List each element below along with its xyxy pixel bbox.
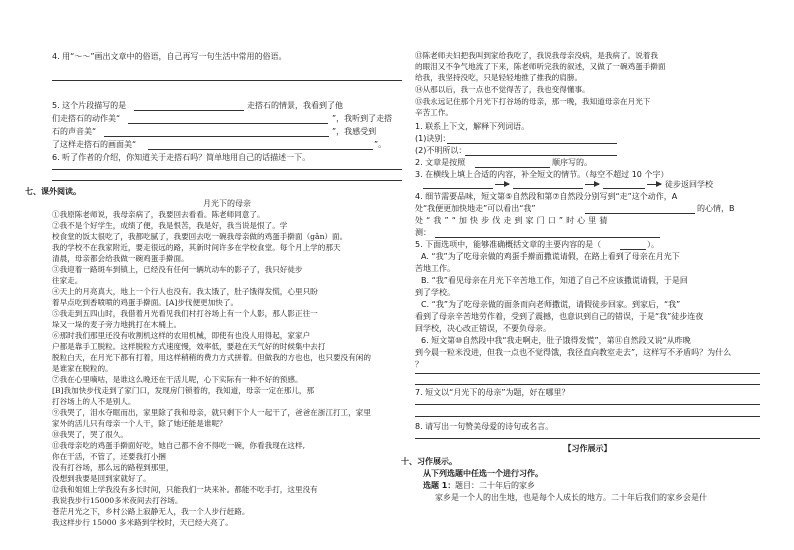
- question-5-cont: 了这样走搭石的画面美“: [52, 140, 137, 149]
- question-4: 处“我”“加快步伐走到家门口”时心里猜: [415, 216, 611, 225]
- topic-1-text: 家乡是一个人的出生地，也是每个人成长的地方。二十年后我们的家乡会是什: [435, 493, 707, 502]
- question-5: ）。: [647, 240, 659, 249]
- question-2: 2. 文章是按照: [415, 158, 466, 167]
- question-3: 3. 在横线上填上合适的内容，补全短文的情节。（每空不超过 10 个字）: [415, 170, 669, 179]
- option-b[interactable]: B. “我”看见母亲在月光下辛苦地工作，知道了自己不应该撒谎请假，于是回: [421, 276, 688, 285]
- question-4: 处“我便更加快地走”可以看出“我”: [415, 204, 536, 213]
- answer-line: [415, 438, 760, 439]
- question-5-cont: ”，我听到了走搭: [332, 114, 393, 123]
- answer-blank[interactable]: [148, 149, 373, 150]
- question-5: 5. 这个片段描写的是: [52, 101, 127, 110]
- paragraph-4: 着早点吃到香喷喷的鸡蛋手擀面。[A]步伐便更加快了。: [52, 298, 239, 307]
- paragraph-14: ⑬陈老师夫妇把我叫到家给我吃了，我说我母亲没病，是我病了。说着我: [415, 51, 658, 60]
- option-a[interactable]: A. “我”为了吃母亲做的鸡蛋手擀面撒谎请假，在路上看到了母亲在月光下: [421, 252, 680, 261]
- paragraph-6: 户都是靠手工脱粒。这样脱粒方式速度慢，效率低，要趁在天气好的时候集中去打: [52, 342, 326, 351]
- answer-blank[interactable]: [447, 143, 617, 144]
- option-a[interactable]: 苦地工作。: [415, 264, 455, 273]
- question-6: ？: [415, 360, 423, 369]
- paragraph-2: 我的学校不在我家附近，要走很远的路，其新时间许多在学校食堂。每个月上学的那天: [52, 243, 341, 252]
- paragraph-13: 苍茫月光之下，乡村公路上寂静无人，我一个人步行赶路。: [52, 507, 250, 516]
- paragraph-13: 我这样步行 15000 多米路到学校时，天已经大亮了。: [52, 518, 233, 527]
- paragraph-9: ⑨我哭了，泪水夺眶而出，家里除了我和母亲，就只剩下个人一起干了，爸爸在浙江打工，家里: [52, 408, 371, 417]
- writing-showcase-title: 【习作展示】: [563, 444, 612, 453]
- answer-line: [52, 180, 402, 181]
- question-4: 4. 细节需要品味，短文第⑤自然段和第⑦自然段分别写到“走”这个动作，A: [415, 192, 678, 201]
- answer-blank[interactable]: [513, 188, 583, 189]
- paragraph-2: 清晨，母亲都会给我做一碗鸡蛋手擀面。: [52, 254, 189, 263]
- arrow-icon: [495, 184, 509, 185]
- passage-title: 月光下的母亲: [203, 199, 251, 208]
- paragraph-2: ②我不是个好学生，成绩了便，我是恨苦，我是好，我当说是恨了。学: [52, 221, 288, 230]
- answer-blank[interactable]: [423, 188, 493, 189]
- option-b[interactable]: 到了学校。: [415, 288, 455, 297]
- question-8: 8. 请写出一句赞美母爱的诗句或名言。: [415, 422, 554, 431]
- answer-line: [415, 404, 760, 405]
- paragraph-3: ③我迎着一路斑车到镇上，已经没有任何一辆坑动车的影子了，我只好徒步: [52, 265, 303, 274]
- question-4: 的心情，B: [697, 204, 735, 213]
- section-7-heading: 七、课外阅读。: [25, 187, 81, 196]
- question-7: 7. 短文以“月光下的母亲”为题，好在哪里？: [415, 388, 570, 397]
- answer-line: [415, 373, 760, 374]
- answer-line: [415, 384, 760, 385]
- paragraph-2: 校食堂的饭太很吃了，我都吃腻了，我要回去吃一碗我母亲做的鸡蛋手擀面（gǎn）面。: [52, 232, 348, 241]
- paragraph-1: ①我原陈老师说，我母亲病了，我要回去看看。陈老师同意了。: [52, 210, 265, 219]
- answer-blank[interactable]: [603, 188, 645, 189]
- arrow-icon: [647, 184, 661, 185]
- question-1-item: (2)不明所以：: [415, 146, 467, 155]
- paragraph-4: ④天上的月亮真大，地上一个行人也没有。我太饿了，肚子饿得发慌，心里只盼: [52, 287, 318, 296]
- answer-line: [52, 169, 402, 170]
- paragraph-6: ⑥那时我们那里还没有收割机这样的农用机械，即使有也没人用得起，家家户: [52, 331, 311, 340]
- paragraph-11: ⑪我母亲吃的鸡蛋手擀面好吃，她自己都不舍不得吃一碗，你看我现在这样,: [52, 441, 306, 450]
- question-5-cont: 们走搭石的动作美“: [52, 114, 121, 123]
- paragraph-6: 是谁家在脱粒的。: [52, 364, 113, 373]
- answer-blank[interactable]: [475, 167, 550, 168]
- question-5-cont: 走搭石的情景，我看到了他: [247, 101, 343, 110]
- arrow-icon: [585, 184, 599, 185]
- paragraph-12: ⑫我和姐姐上学我没有多长时间，只能我们一块来补。都能不吃手打，这里没有: [52, 485, 318, 494]
- plot-end-label: 徒步返回学校: [665, 180, 713, 189]
- paragraph-5: ⑤我走到五四山时，我借着月光看见我们村打谷场上有一个人影，那人影正往一: [52, 309, 318, 318]
- question-6: 6. 听了作者的介绍，你知道关于走搭石吗？简单地用自己的话描述一下。: [52, 153, 311, 162]
- paragraph-9: 家外的活儿只有母亲一个人干，除了她还能是谁呢？: [52, 419, 227, 428]
- paragraph-8: 打谷场上的人不是别人。: [52, 397, 136, 406]
- answer-blank[interactable]: [435, 237, 660, 238]
- question-4: 测：: [415, 228, 431, 237]
- paragraph-7: ⑦我在心里嘀咕，是谁这么晚还在干活儿呢，心下实际有一种不好的预感。: [52, 375, 303, 384]
- answer-blank[interactable]: [585, 213, 695, 214]
- paragraph-14: 的眼泪又不争气地流了下来，陈老师听完我的叙述，又做了一碗鸡蛋手擀面: [415, 62, 666, 71]
- question-5: 5. 下面选项中，能够准确概括文章的主要内容的是（: [415, 240, 602, 249]
- option-c[interactable]: 看到了母亲辛苦地劳作着，受到了震撼，也意识到自己的错误，于是“我”徒步连夜: [415, 312, 704, 321]
- answer-blank[interactable]: [465, 155, 617, 156]
- question-1: 1. 联系上下文，解释下列词语。: [415, 122, 530, 131]
- paragraph-8: [B]我加快步伐走到了家门口，发现房门锁着的，我知道，母亲一定在那儿，那: [52, 386, 315, 395]
- answer-blank[interactable]: [104, 136, 329, 137]
- writing-instruction: 从下列选题中任选一个进行习作。: [423, 469, 543, 478]
- paragraph-14: 给我，我坚持没吃，只是轻轻地推了推我的肩膀。: [415, 73, 583, 82]
- paragraph-16: ⑮我永远记住那个月光下打谷场的母亲，那一晚，我知道母亲在月光下: [415, 97, 651, 106]
- question-1-item: (1)诀别：: [415, 134, 451, 143]
- paragraph-16: 辛苦工作。: [415, 108, 453, 117]
- paragraph-15: ⑭从那以后，我一点也不觉得苦了，我也变得懂事。: [415, 85, 590, 94]
- question-6: 到今晨一粒米没进，但我一点也不觉得饿，我径直向教室走去”，这样写不矛盾吗？为什么: [415, 348, 732, 357]
- paragraph-5: 垛又一垛的麦子旁力地挑打在木桶上。: [52, 320, 182, 329]
- section-10-heading: 十、习作展示。: [401, 457, 457, 466]
- paragraph-11: 没有打谷场，那么远的路程到那里，: [52, 463, 174, 472]
- question-5-cont: ”。: [374, 140, 387, 149]
- topic-1-title: 题目：二十年后的家乡: [455, 481, 535, 490]
- question-5-cont: 石的声音美“: [52, 127, 97, 136]
- paragraph-6: 脱粒白天，在月光下都有打着，用这样稍稍的费力方式拼着。但做我的方也也，也只要没有闲的: [52, 353, 371, 362]
- paragraph-3: 往家走。: [52, 276, 83, 285]
- answer-blank[interactable]: [134, 110, 244, 111]
- question-6: 6. 短文第⑩自然段中我“我走啊走，肚子饿得发慌”，第⑪自然段又说“从昨晚: [421, 336, 691, 345]
- answer-line: [415, 416, 760, 417]
- answer-blank[interactable]: [128, 123, 328, 124]
- paragraph-11: 你在干活，不管了，还要我打小捆: [52, 452, 166, 461]
- paragraph-12: 我说我步行15000多米夜间去打谷场。: [52, 496, 183, 505]
- answer-line: [52, 80, 402, 81]
- option-c[interactable]: 回学校，决心改正错误，不要负母亲。: [415, 324, 551, 333]
- question-4: 4. 用“～～”画出文章中的俗语，自己再写一句生活中常用的俗语。: [52, 52, 287, 61]
- answer-blank[interactable]: [620, 249, 646, 250]
- option-c[interactable]: C. “我”为了吃母亲做的面条而向老师撒谎，请假徒步回家。到家后，“我”: [421, 300, 681, 309]
- paragraph-10: ⑩我哭了，哭了很久。: [52, 430, 128, 439]
- question-5-cont: ”，我感受到: [332, 127, 377, 136]
- paragraph-11: 没想到我要是回到家就好了。: [52, 474, 151, 483]
- question-2: 顺序写的。: [552, 158, 592, 167]
- topic-1-label: 选题 1：: [423, 481, 456, 490]
